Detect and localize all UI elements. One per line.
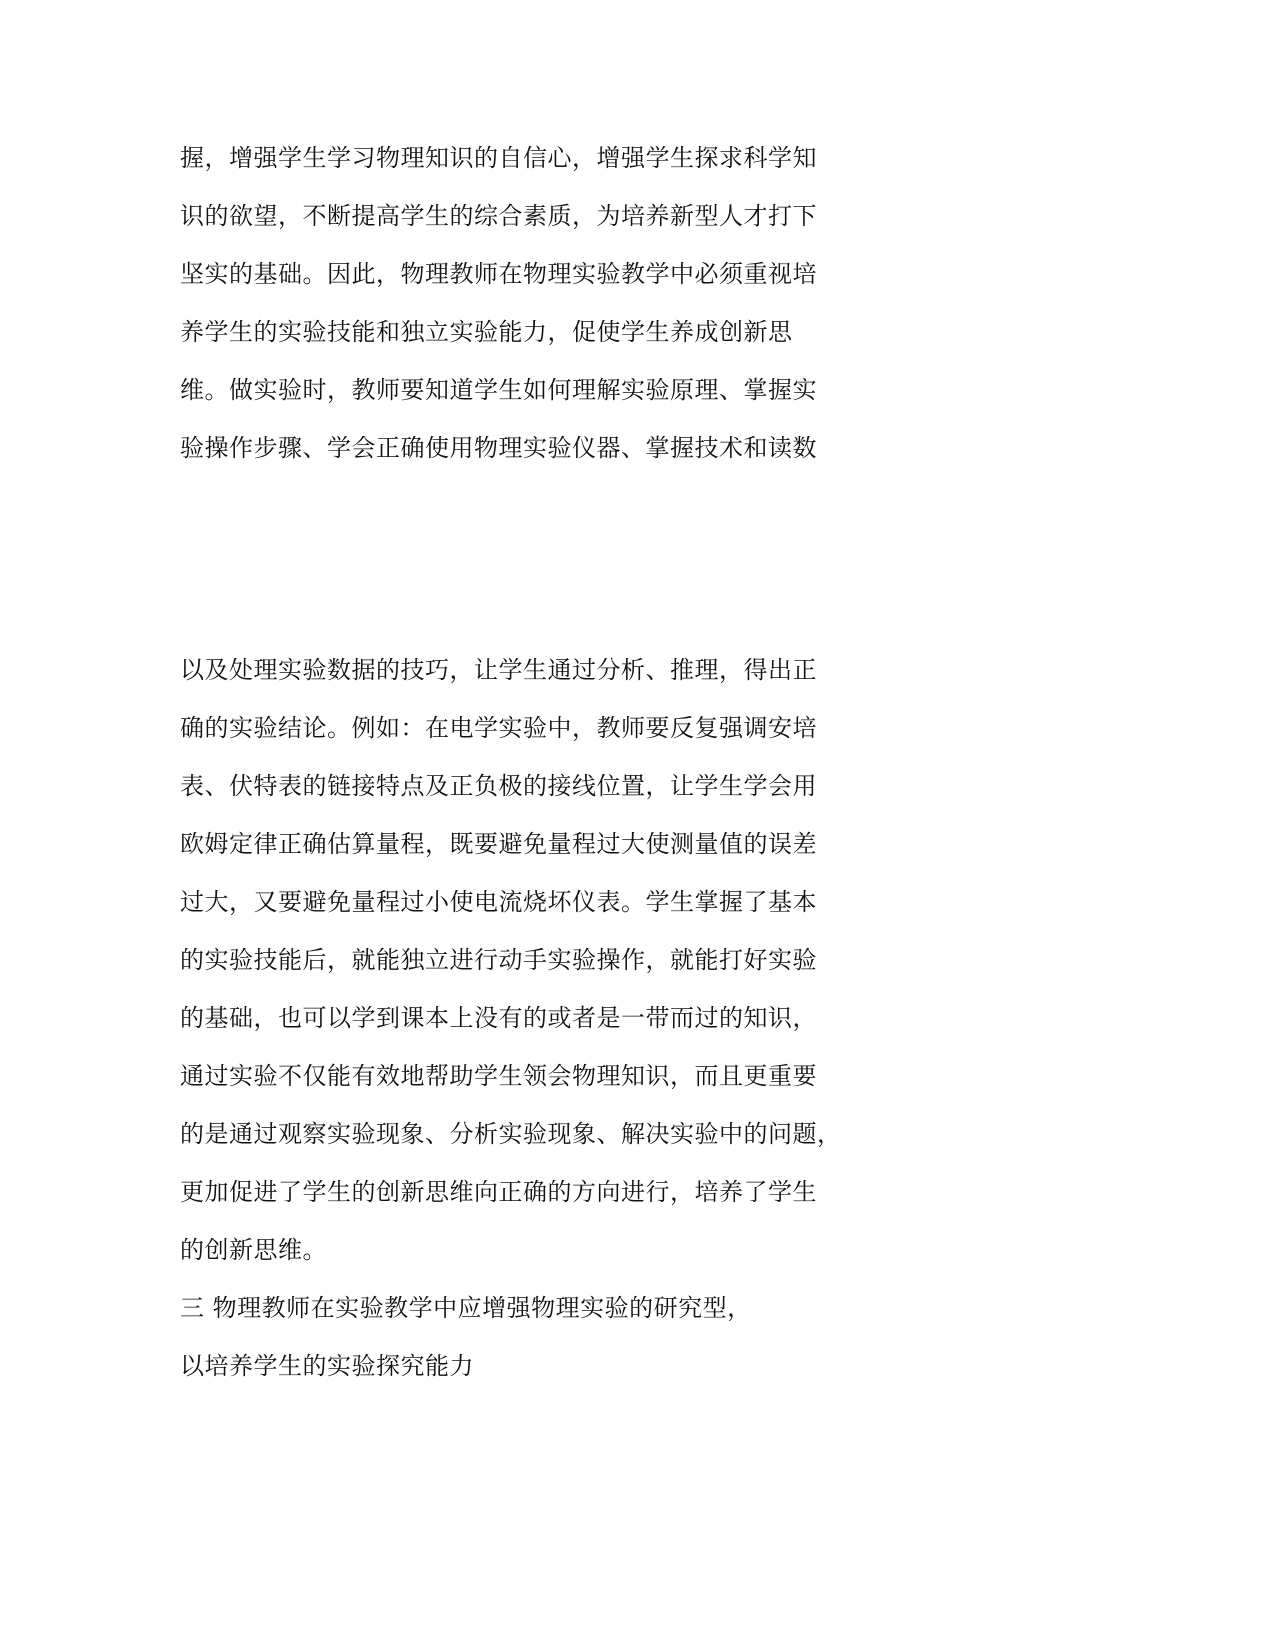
- paragraph-line: 的创新思维。: [180, 1236, 327, 1264]
- paragraph-line: 识的欲望，不断提高学生的综合素质，为培养新型人才打下: [180, 202, 817, 230]
- paragraph-line: 握，增强学生学习物理知识的自信心，增强学生探求科学知: [180, 144, 817, 172]
- paragraph-line: 确的实验结论。例如：在电学实验中，教师要反复强调安培: [180, 714, 817, 742]
- paragraph-line: 更加促进了学生的创新思维向正确的方向进行，培养了学生: [180, 1178, 817, 1206]
- paragraph-line: 坚实的基础。因此，物理教师在物理实验教学中必须重视培: [180, 260, 817, 288]
- paragraph-line: 的实验技能后，就能独立进行动手实验操作，就能打好实验: [180, 946, 817, 974]
- paragraph-line: 以及处理实验数据的技巧，让学生通过分析、推理，得出正: [180, 656, 817, 684]
- section-heading-line: 三 物理教师在实验教学中应增强物理实验的研究型，: [180, 1294, 752, 1322]
- paragraph-line: 过大，又要避免量程过小使电流烧坏仪表。学生掌握了基本: [180, 888, 817, 916]
- paragraph-line: 表、伏特表的链接特点及正负极的接线位置，让学生学会用: [180, 772, 817, 800]
- paragraph-line: 的基础，也可以学到课本上没有的或者是一带而过的知识，: [180, 1004, 817, 1032]
- paragraph-line: 欧姆定律正确估算量程，既要避免量程过大使测量值的误差: [180, 830, 817, 858]
- paragraph-line: 通过实验不仅能有效地帮助学生领会物理知识，而且更重要: [180, 1062, 817, 1090]
- paragraph-line: 养学生的实验技能和独立实验能力，促使学生养成创新思: [180, 318, 793, 346]
- paragraph-line: 验操作步骤、学会正确使用物理实验仪器、掌握技术和读数: [180, 434, 817, 462]
- paragraph-line: 的是通过观察实验现象、分析实验现象、解决实验中的问题，: [180, 1120, 842, 1148]
- section-heading-line: 以培养学生的实验探究能力: [180, 1352, 474, 1380]
- paragraph-line: 维。做实验时，教师要知道学生如何理解实验原理、掌握实: [180, 376, 817, 404]
